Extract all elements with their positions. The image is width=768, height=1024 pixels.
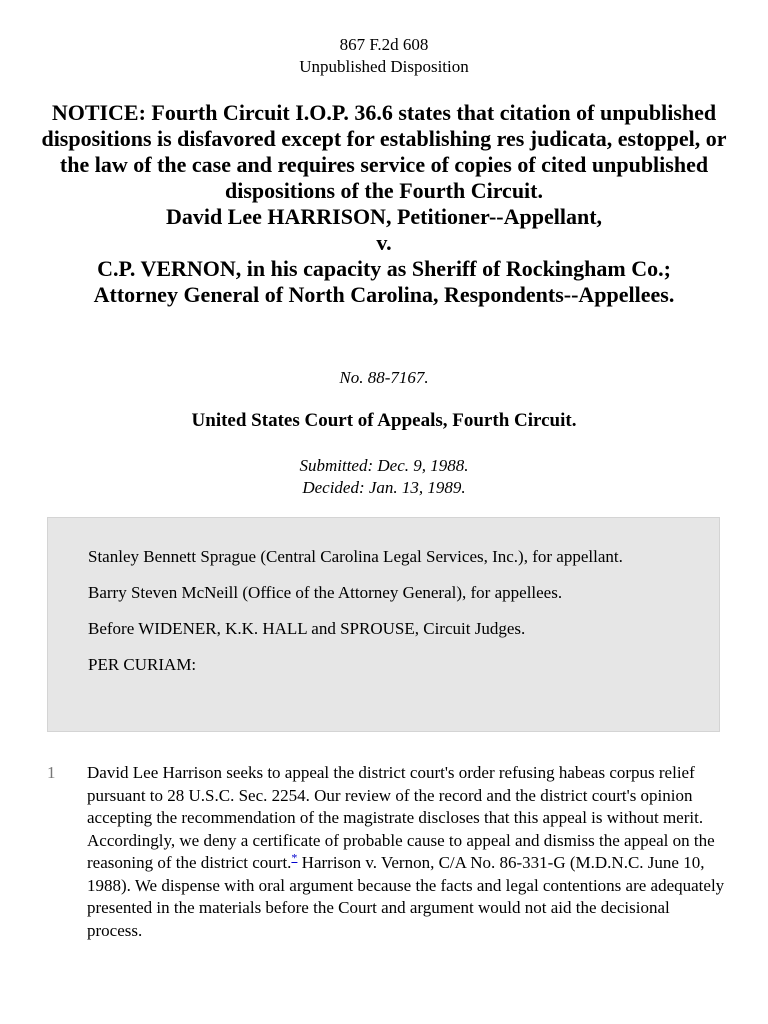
- panel-judges: Before WIDENER, K.K. HALL and SPROUSE, Circuit Judges.: [88, 619, 526, 638]
- disposition-label: Unpublished Disposition: [299, 57, 469, 76]
- notice-text: NOTICE: Fourth Circuit I.O.P. 36.6 states that citation of unpublished dispositions is disfavored except for establishing res judicata, estoppel, or the law of the case and requires service of copies of cited unpublished dispositions of the Fourth Circuit.: [41, 100, 727, 203]
- appellant-counsel: Stanley Bennett Sprague (Central Carolina Legal Services, Inc.), for appellant.: [88, 547, 623, 566]
- submitted-date: Submitted: Dec. 9, 1988.: [299, 456, 469, 475]
- paragraph-number: 1: [47, 763, 56, 782]
- opinion-paragraph: [47, 762, 727, 942]
- appellee-counsel: Barry Steven McNeill (Office of the Attorney General), for appellees.: [88, 583, 563, 602]
- paragraph-text-after: Harrison v. Vernon, C/A No. 86-331-G (M.D.N.C. June 10, 1988). We dispense with oral argument because the facts and legal contentions are adequately presented in the materials before the Court and argument would not aid the decisional process.: [87, 853, 725, 940]
- reporter-citation: 867 F.2d 608: [339, 35, 429, 54]
- citation-header: [0, 34, 768, 78]
- case-title-block: [40, 100, 728, 308]
- respondents-caption-line1: C.P. VERNON, in his capacity as Sheriff of Rockingham Co.;: [97, 256, 671, 281]
- counsel-panel: [47, 517, 720, 732]
- versus-label: v.: [376, 230, 392, 255]
- paragraph-text: [87, 762, 727, 942]
- respondents-caption-line2: Attorney General of North Carolina, Respondents--Appellees.: [93, 282, 675, 307]
- docket-number: No. 88-7167.: [339, 368, 429, 387]
- paragraph-text-before: David Lee Harrison seeks to appeal the district court's order refusing habeas corpus relief pursuant to 28 U.S.C. Sec. 2254. Our review of the record and the district court's opinion accepting the recommendation of the magistrate discloses that this appeal is without merit. Accordingly, we deny a certificate of probable cause to appeal and dismiss the appeal on the reasoning of the district court.: [87, 763, 715, 872]
- per-curiam-label: PER CURIAM:: [88, 655, 197, 674]
- footnote-link[interactable]: *: [291, 850, 298, 865]
- court-name: United States Court of Appeals, Fourth Circuit.: [191, 410, 577, 431]
- decided-date: Decided: Jan. 13, 1989.: [302, 478, 466, 497]
- petitioner-caption: David Lee HARRISON, Petitioner--Appellant,: [165, 204, 603, 229]
- decision-dates: [0, 455, 768, 499]
